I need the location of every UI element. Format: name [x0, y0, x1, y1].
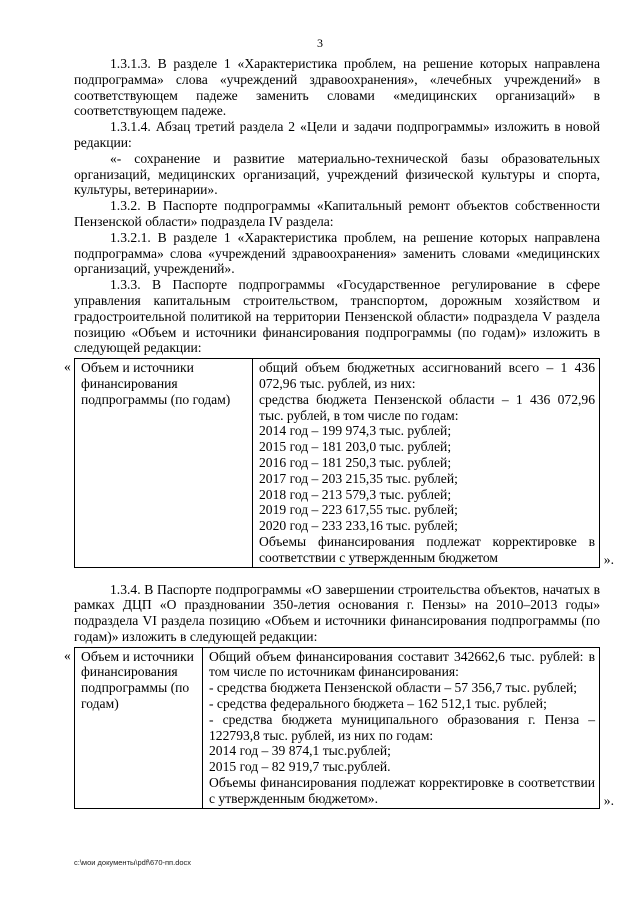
open-quote: « — [64, 359, 71, 375]
table-line: общий объем бюджетных ассигнований всего – 1 436 072,96 тыс. рублей, из них: — [259, 360, 595, 391]
table-line: 2015 год – 82 919,7 тыс.рублей. — [209, 759, 391, 775]
paragraph-1-3-1-4: 1.3.1.4. Абзац третий раздела 2 «Цели и задачи подпрограммы» изложить в новой редакции: — [74, 119, 600, 150]
paragraph-1-3-2: 1.3.2. В Паспорте подпрограммы «Капитальный ремонт объектов собственности Пензенской области» подраздела IV раздела: — [74, 198, 600, 229]
table-line: Общий объем финансирования составит 342662,6 тыс. рублей: в том числе по источникам финансирования: — [209, 648, 595, 680]
table-cell-label: Объем и источники финансирования подпрограммы (по годам) — [75, 359, 253, 567]
table-line: 2017 год – 203 215,35 тыс. рублей; — [259, 470, 458, 486]
page-number: 3 — [317, 36, 323, 50]
table-line: 2016 год – 181 250,3 тыс. рублей; — [259, 454, 452, 470]
financing-table-1-wrapper — [64, 358, 614, 567]
table-line: - средства бюджета муниципального образования г. Пенза – 122793,8 тыс. рублей, из них по годам: — [209, 711, 595, 743]
file-path-footer: c:\мои документы\pdf\670-пп.docx — [74, 858, 192, 867]
table-cell-value — [253, 359, 600, 567]
table-line: - средства бюджета Пензенской области – 57 356,7 тыс. рублей; — [209, 680, 578, 696]
paragraph-quote-new-text: «- сохранение и развитие материально-технической базы образовательных организаций, медицинских организаций, учреждений физической культуры и спорта, культуры, ветеринарии». — [74, 150, 600, 198]
table-line: 2014 год – 199 974,3 тыс. рублей; — [259, 423, 452, 439]
table-line: 2020 год – 233 233,16 тыс. рублей; — [259, 518, 458, 534]
close-quote: ». — [603, 551, 614, 567]
close-quote: ». — [603, 792, 614, 808]
table-line: средства бюджета Пензенской области – 1 436 072,96 тыс. рублей, в том числе по годам: — [259, 391, 595, 423]
open-quote: « — [64, 647, 71, 663]
table-line: 2015 год – 181 203,0 тыс. рублей; — [259, 439, 452, 455]
table-row — [75, 647, 600, 808]
table-line: 2019 год – 223 617,55 тыс. рублей; — [259, 502, 458, 518]
financing-table-1 — [74, 358, 600, 567]
document-body — [64, 56, 614, 809]
paragraph-1-3-3: 1.3.3. В Паспорте подпрограммы «Государственное регулирование в сфере управления капитальным строительством, транспортом, дорожным хозяйством и градостроительной политикой на территории Пензенской области» подраздела V раздела позицию «Объем и источники финансирования подпрограммы (по годам)» изложить в следующей редакции: — [74, 277, 600, 356]
table-line: - средства федерального бюджета – 162 512,1 тыс. рублей; — [209, 696, 547, 712]
financing-table-2-wrapper — [64, 647, 614, 809]
table-line: Объемы финансирования подлежат корректировке в соответствии с утвержденным бюджетом — [259, 533, 595, 565]
paragraph-1-3-4: 1.3.4. В Паспорте подпрограммы «О завершении строительства объектов, начатых в рамках ДЦП «О праздновании 350-летия основания г. Пензы» на 2010–2013 годы» подраздела VI раздела позицию «Объем и источники финансирования подпрограммы (по годам)» изложить в следующей редакции: — [74, 581, 600, 644]
paragraph-1-3-2-1: 1.3.2.1. В разделе 1 «Характеристика проблем, на решение которых направлена подпрограмма» слова «учреждений здравоохранения» заменить словами «медицинских организаций, учреждений». — [74, 229, 600, 277]
table-line: Объемы финансирования подлежат корректировке в соответствии с утвержденным бюджетом». — [209, 775, 595, 806]
table-cell-value — [203, 647, 600, 808]
table-line: 2018 год – 213 579,3 тыс. рублей; — [259, 486, 452, 502]
table-row — [75, 359, 600, 567]
table-line: 2014 год – 39 874,1 тыс.рублей; — [209, 743, 391, 759]
paragraph-1-3-1-3: 1.3.1.3. В разделе 1 «Характеристика проблем, на решение которых направлена подпрограмма» слова «учреждений здравоохранения», «лечебных учреждений» в соответствующем падеже заменить словами «медицинских организаций» в соответствующем падеже. — [74, 56, 600, 119]
table-cell-label: Объем и источники финансирования подпрограммы (по годам) — [75, 647, 203, 808]
financing-table-2 — [74, 647, 600, 809]
